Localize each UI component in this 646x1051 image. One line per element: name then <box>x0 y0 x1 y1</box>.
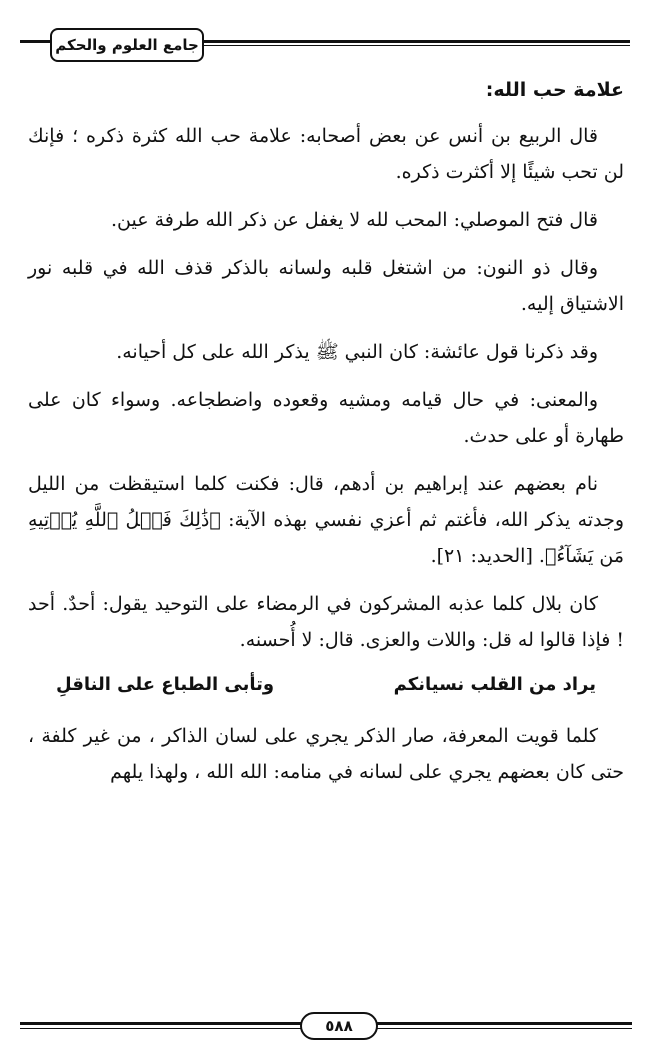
page-header <box>20 28 630 68</box>
header-rule-right-thin <box>200 45 630 46</box>
paragraph-7: كان بلال كلما عذبه المشركون في الرمضاء على التوحيد يقول: أحدٌ. أحد ! فإذا قالوا له قل: واللات والعزى. قال: لا أُحسنه. <box>28 593 624 651</box>
header-rule-left <box>20 40 52 43</box>
header-rule-right <box>200 40 630 43</box>
footer-rule-right <box>372 1022 632 1025</box>
verse-second-hemistich: وتأبى الطباع على الناقلِ <box>56 674 275 695</box>
paragraph-2: قال فتح الموصلي: المحب لله لا يغفل عن ذكر الله طرفة عين. <box>110 209 598 231</box>
page-body <box>28 72 624 802</box>
paragraph-4: وقد ذكرنا قول عائشة: كان النبي ﷺ يذكر الله على كل أحيانه. <box>116 341 598 363</box>
running-title: جامع العلوم والحكم <box>50 28 204 62</box>
poetry-verse <box>56 670 596 700</box>
verse-first-hemistich: يراد من القلب نسيانكم <box>393 674 596 695</box>
paragraph-6: نام بعضهم عند إبراهيم بن أدهم، قال: فكنت كلما استيقظت من الليل وجدته يذكر الله، فأغتم ثم أعزي نفسي بهذه الآية: ﴿ذَٰلِكَ فَضۡلُ ٱللَّهِ يُؤۡتِيهِ مَن يَشَآءُ﴾. [الحديد: ٢١]. <box>28 473 624 567</box>
paragraph-1: قال الربيع بن أنس عن بعض أصحابه: علامة حب الله كثرة ذكره ؛ فإنك لن تحب شيئًا إلا أكثرت ذكره. <box>28 125 624 183</box>
footer-rule-left <box>20 1022 302 1025</box>
footer-rule-right-thin <box>372 1028 632 1029</box>
paragraph-8: كلما قويت المعرفة، صار الذكر يجري على لسان الذاكر ، من غير كلفة ، حتى كان بعضهم يجري على لسانه في منامه: الله الله ، ولهذا يلهم <box>28 725 624 783</box>
section-title: علامة حب الله: <box>485 79 624 101</box>
paragraph-5: والمعنى: في حال قيامه ومشيه وقعوده واضطجاعه. وسواء كان على طهارة أو على حدث. <box>28 389 624 447</box>
footer-rule-left-thin <box>20 1028 302 1029</box>
paragraph-3: وقال ذو النون: من اشتغل قلبه ولسانه بالذكر قذف الله في قلبه نور الاشتياق إليه. <box>28 257 624 315</box>
page-footer <box>20 1010 632 1044</box>
page-number: ٥٨٨ <box>300 1012 378 1040</box>
